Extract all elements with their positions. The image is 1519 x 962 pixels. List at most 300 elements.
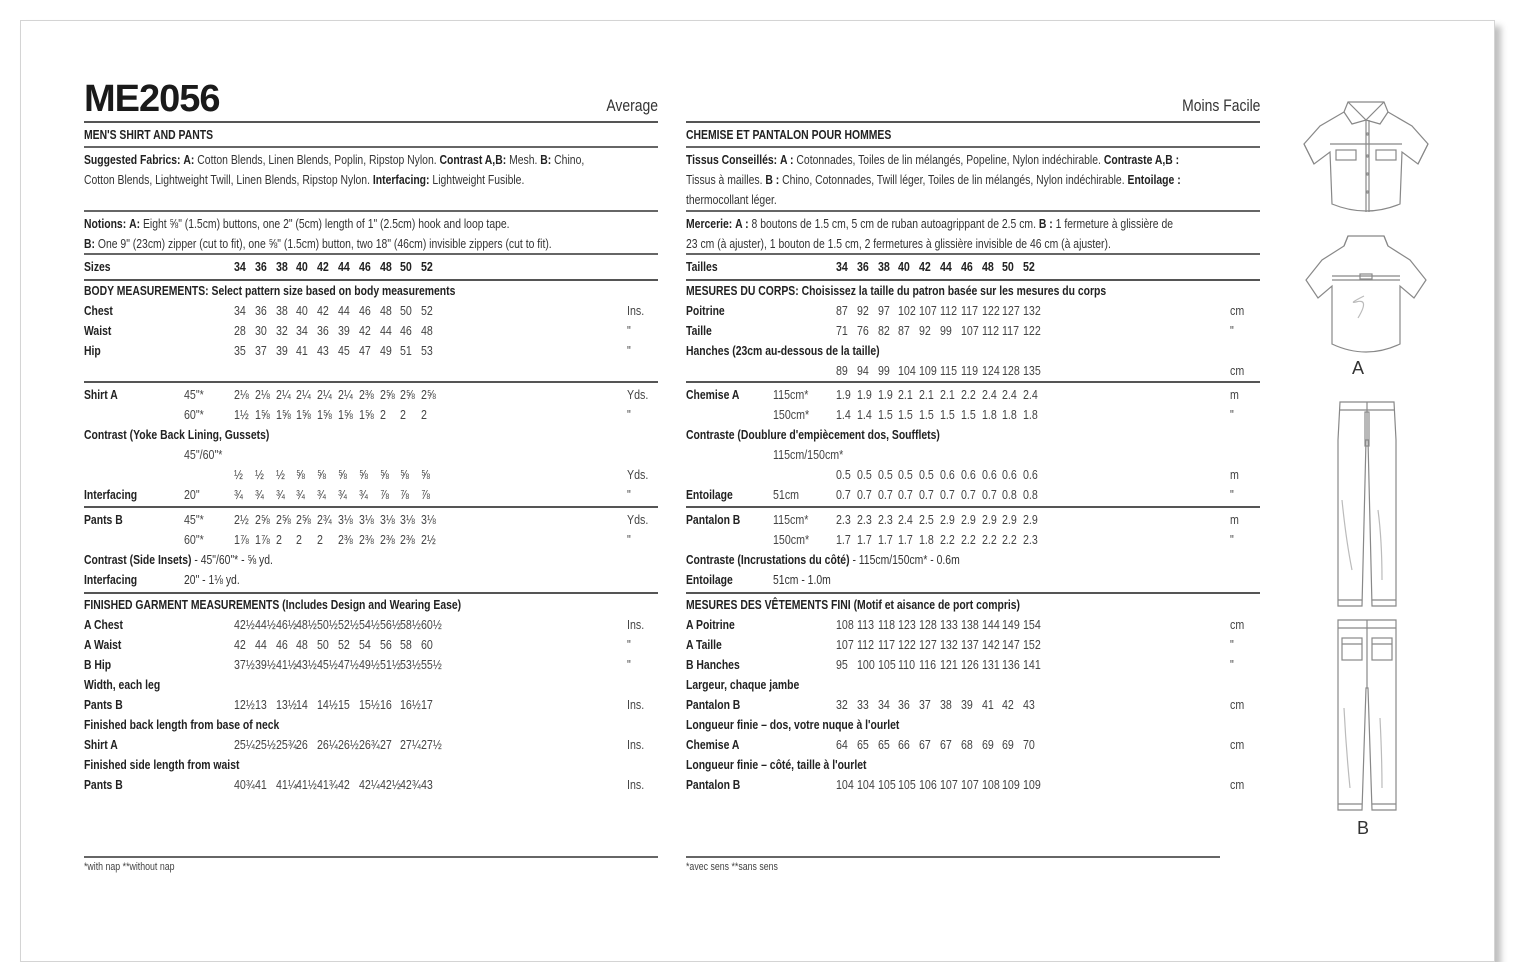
section-heading: Width, each leg (84, 677, 161, 692)
cell-value: 2.2 (1002, 532, 1018, 547)
cell-value: 60½ (421, 617, 442, 632)
cell-value: 42 (338, 777, 350, 792)
cell-value: 15 (338, 697, 350, 712)
divider (686, 592, 1260, 594)
cell-value: 0.6 (981, 467, 997, 482)
cell-value: 70 (1023, 737, 1036, 752)
row-label: A Taille (686, 637, 722, 652)
fabric-width: 115cm* (773, 387, 809, 402)
cell-value: 135 (1023, 363, 1041, 378)
row-label: Chemise A (686, 387, 740, 402)
cell-value: 1.8 (981, 407, 997, 422)
cell-value: 17 (421, 697, 434, 712)
cell-value: 0.7 (919, 487, 935, 502)
cell-value: 34 (234, 259, 246, 274)
cell-value: 100 (856, 657, 875, 672)
row-label: A Waist (84, 637, 122, 652)
section-heading: Finished side length from waist (84, 757, 240, 772)
cell-value: ¾ (317, 487, 327, 502)
cell-value: ⅞ (379, 487, 389, 502)
unit-label: cm (1230, 617, 1245, 632)
cell-value: 152 (1023, 637, 1041, 652)
unit-label: " (627, 487, 631, 502)
row-label: Entoilage (686, 487, 733, 502)
unit-label: m (1230, 467, 1239, 482)
row-label: A Poitrine (686, 617, 735, 632)
cell-value: 50 (1002, 259, 1015, 274)
notions-fr: Mercerie: A : 8 boutons de 1.5 cm, 5 cm de ruban autoagrippant de 2.5 cm. B : 1 fermeture à glissière de 23 cm (à ajuster), 1 bouton de 1.5 cm, 2 fermetures à glissière invisible de 46 cm (à ajuster). (686, 216, 1174, 251)
difficulty-level: Average (606, 96, 658, 115)
cell-value: 2⅜ (358, 387, 374, 402)
cell-value: 2¼ (275, 387, 291, 402)
cell-value: 106 (919, 777, 937, 792)
cell-value: 2.9 (940, 512, 955, 527)
cell-value: 44 (338, 303, 350, 318)
cell-value: 117 (877, 637, 895, 652)
cell-value: 147 (1002, 637, 1021, 652)
cell-value: 121 (940, 657, 958, 672)
cell-value: 36 (856, 259, 869, 274)
section-heading: Longueur finie – dos, votre nuque à l'ourlet (686, 717, 900, 732)
cell-value: 12½ (234, 697, 255, 712)
cell-value: 92 (919, 323, 932, 338)
section-heading: Hanches (23cm au-dessous de la taille) (686, 343, 880, 358)
cell-value: 108 (836, 617, 854, 632)
cell-value: ½ (275, 467, 285, 482)
unit-label: cm (1230, 737, 1245, 752)
cell-value: 50½ (317, 617, 338, 632)
cell-value: 28 (234, 323, 246, 338)
section-heading: MESURES DES VÊTEMENTS FINI (Motif et aisance de port compris) (686, 597, 1021, 612)
unit-label: " (627, 343, 631, 358)
contrast-b-line: Contraste (Incrustations du côté) - 115cm/150cm* - 0.6m (686, 552, 960, 567)
cell-value: 48 (379, 303, 392, 318)
cell-value: 1.8 (1002, 407, 1018, 422)
cell-value: 71 (836, 323, 848, 338)
cell-value: 1.5 (877, 407, 893, 422)
cell-value: 56 (379, 637, 392, 652)
cell-value: 0.5 (836, 467, 851, 482)
cell-value: 37 (919, 697, 932, 712)
cell-value: ⅝ (421, 467, 431, 482)
fabric-width: 60"* (184, 407, 204, 422)
cell-value: 34 (296, 323, 309, 338)
cell-value: 3⅛ (400, 512, 416, 527)
cell-value: 50 (400, 259, 413, 274)
unit-label: " (627, 323, 631, 338)
cell-value: 2⅝ (379, 387, 395, 402)
cell-value: 2.1 (919, 387, 935, 402)
cell-value: ⅝ (379, 467, 389, 482)
cell-value: 34 (836, 259, 848, 274)
cell-value: 0.5 (877, 467, 893, 482)
cell-value: 27¼ (400, 737, 422, 752)
cell-value: 2.9 (1023, 512, 1039, 527)
cell-value: 109 (1023, 777, 1041, 792)
unit-label: cm (1230, 303, 1245, 318)
cell-value: 13½ (275, 697, 297, 712)
cell-value: 39 (275, 343, 288, 358)
cell-value: 43 (1023, 697, 1036, 712)
cell-value: 2.2 (960, 387, 976, 402)
cell-value: 1½ (234, 407, 249, 422)
cell-value: 54 (358, 637, 371, 652)
row-label: Taille (686, 323, 712, 338)
unit-label: Ins. (627, 737, 645, 752)
pattern-title-fr: CHEMISE ET PANTALON POUR HOMMES (686, 127, 892, 142)
cell-value: 115 (940, 363, 958, 378)
cell-value: 2¾ (317, 512, 333, 527)
cell-value: 2.1 (940, 387, 955, 402)
section-heading: Longueur finie – côté, taille à l'ourlet (686, 757, 867, 772)
cell-value: 42½ (379, 777, 401, 792)
cell-value: 0.7 (877, 487, 893, 502)
cell-value: 104 (898, 363, 917, 378)
cell-value: 2⅝ (254, 512, 270, 527)
cell-value: 53½ (400, 657, 422, 672)
interfacing-amount: 51cm - 1.0m (773, 572, 831, 587)
cell-value: 109 (919, 363, 937, 378)
cell-value: 2.5 (919, 512, 935, 527)
cell-value: 26¼ (317, 737, 338, 752)
row-label: Pants B (84, 697, 123, 712)
cell-value: 41½ (296, 777, 318, 792)
unit-label: Ins. (627, 777, 645, 792)
cell-value: 16 (379, 697, 392, 712)
cell-value: 3⅛ (421, 512, 437, 527)
cell-value: 40¾ (234, 777, 255, 792)
unit-label: " (1230, 637, 1234, 652)
cell-value: 40 (898, 259, 911, 274)
cell-value: 60 (421, 637, 434, 652)
cell-value: 108 (981, 777, 1000, 792)
cell-value: 25¼ (234, 737, 255, 752)
cell-value: 117 (960, 303, 978, 318)
fabric-width: 150cm* (773, 407, 810, 422)
cell-value: 118 (877, 617, 895, 632)
cell-value: 132 (1023, 303, 1041, 318)
cell-value: 32 (275, 323, 288, 338)
cell-value: 39 (960, 697, 973, 712)
row-label: Pantalon B (686, 512, 741, 527)
row-label: Shirt A (84, 387, 118, 402)
cell-value: 104 (856, 777, 875, 792)
divider (84, 506, 658, 508)
unit-label: Ins. (627, 697, 645, 712)
unit-label: Ins. (627, 617, 645, 632)
cell-value: ⅝ (317, 467, 327, 482)
cell-value: 51 (400, 343, 413, 358)
view-b-label: B (1357, 818, 1370, 838)
cell-value: 42¼ (358, 777, 380, 792)
section-heading: Contrast (Yoke Back Lining, Gussets) (84, 427, 270, 442)
cell-value: 41 (296, 343, 309, 358)
cell-value: 2¼ (317, 387, 333, 402)
cell-value: 124 (981, 363, 1000, 378)
cell-value: 42 (317, 303, 330, 318)
cell-value: 41¼ (275, 777, 297, 792)
cell-value: 142 (981, 637, 1000, 652)
cell-value: 25¾ (275, 737, 297, 752)
cell-value: 110 (898, 657, 916, 672)
cell-value: 2.4 (1002, 387, 1018, 402)
unit-label: cm (1230, 697, 1245, 712)
row-label: Pantalon B (686, 697, 741, 712)
cell-value: 0.5 (856, 467, 872, 482)
cell-value: 2¼ (296, 387, 312, 402)
row-label: Pantalon B (686, 777, 741, 792)
cell-value: ¾ (275, 487, 285, 502)
row-label: A Chest (84, 617, 123, 632)
row-label: Shirt A (84, 737, 118, 752)
pants-front-icon (1332, 400, 1402, 610)
cell-value: 1.9 (836, 387, 851, 402)
contrast-b-line: Contrast (Side Insets) - 45"/60"* - ⅝ yd. (84, 552, 273, 567)
cell-value: 43½ (296, 657, 318, 672)
divider (686, 506, 1260, 508)
cell-value: 48 (981, 259, 994, 274)
cell-value: 154 (1023, 617, 1041, 632)
cell-value: 2⅜ (358, 532, 374, 547)
shirt-back-icon (1304, 232, 1428, 360)
cell-value: 119 (960, 363, 978, 378)
cell-value: ¾ (234, 487, 243, 502)
cell-value: 0.6 (1002, 467, 1018, 482)
cell-value: 58½ (400, 617, 422, 632)
cell-value: 2¼ (338, 387, 353, 402)
cell-value: 54½ (358, 617, 380, 632)
unit-label: " (1230, 407, 1234, 422)
cell-value: 137 (960, 637, 979, 652)
shirt-front-icon (1302, 94, 1430, 224)
cell-value: 0.7 (836, 487, 851, 502)
divider (84, 146, 658, 148)
pants-back-icon (1332, 618, 1402, 814)
cell-value: 34 (234, 303, 246, 318)
cell-value: ⅞ (421, 487, 431, 502)
cell-value: 68 (960, 737, 973, 752)
cell-value: 132 (940, 637, 958, 652)
cell-value: 123 (898, 617, 917, 632)
cell-value: 1.8 (1023, 407, 1039, 422)
cell-value: 42 (358, 323, 371, 338)
cell-value: 51½ (379, 657, 401, 672)
cell-value: 1⅞ (234, 532, 249, 547)
cell-value: 38 (275, 303, 288, 318)
section-heading: FINISHED GARMENT MEASUREMENTS (Includes Design and Wearing Ease) (84, 597, 462, 612)
cell-value: 2.3 (856, 512, 872, 527)
section-heading: Largeur, chaque jambe (686, 677, 800, 692)
unit-label: " (1230, 323, 1234, 338)
cell-value: 36 (898, 697, 911, 712)
section-heading: Finished back length from base of neck (84, 717, 280, 732)
cell-value: 26¾ (358, 737, 380, 752)
row-label: Chemise A (686, 737, 740, 752)
cell-value: 1⅝ (338, 407, 353, 422)
cell-value: 0.5 (919, 467, 935, 482)
pattern-title: MEN'S SHIRT AND PANTS (84, 127, 214, 142)
cell-value: 42 (1002, 697, 1015, 712)
fabric-width: 45"/60"* (184, 447, 223, 462)
cell-value: 27 (379, 737, 392, 752)
footnote: *with nap **without nap (84, 861, 175, 873)
cell-value: 0.7 (898, 487, 914, 502)
cell-value: 2⅝ (421, 387, 437, 402)
cell-value: 2.3 (877, 512, 893, 527)
cell-value: 56½ (379, 617, 401, 632)
cell-value: 48 (421, 323, 434, 338)
cell-value: 46 (960, 259, 973, 274)
divider (84, 856, 658, 858)
cell-value: 104 (836, 777, 854, 792)
cell-value: 27½ (421, 737, 442, 752)
cell-value: ⅝ (338, 467, 347, 482)
cell-value: 2⅜ (400, 532, 416, 547)
cell-value: 2.3 (1023, 532, 1039, 547)
divider (84, 381, 658, 383)
row-label: Interfacing (84, 487, 138, 502)
cell-value: 0.7 (856, 487, 872, 502)
row-label: Pants B (84, 512, 123, 527)
cell-value: ⅝ (296, 467, 306, 482)
cell-value: 67 (919, 737, 932, 752)
cell-value: 107 (919, 303, 937, 318)
cell-value: 35 (234, 343, 246, 358)
cell-value: 2⅛ (254, 387, 270, 402)
cell-value: ⅞ (400, 487, 410, 502)
cell-value: 33 (856, 697, 869, 712)
cell-value: 1.9 (877, 387, 893, 402)
cell-value: 112 (940, 303, 958, 318)
cell-value: 128 (1002, 363, 1021, 378)
cell-value: 1.5 (960, 407, 976, 422)
cell-value: 82 (877, 323, 890, 338)
cell-value: 43 (317, 343, 330, 358)
cell-value: 67 (940, 737, 952, 752)
cell-value: 41½ (275, 657, 297, 672)
cell-value: 0.7 (981, 487, 997, 502)
unit-label: " (627, 637, 631, 652)
cell-value: 107 (940, 777, 958, 792)
cell-value: ¾ (254, 487, 264, 502)
notions: Notions: A: Eight ⅝" (1.5cm) buttons, one 2" (5cm) length of 1" (2.5cm) hook and loop tape. B: One 9" (23cm) zipper (cut to fit), one ⅝" (1.5cm) button, two 18" (46cm) invisible zippers (cut to fit). (84, 216, 552, 251)
row-label: Pants B (84, 777, 123, 792)
cell-value: 2 (379, 407, 386, 422)
cell-value: 2⅝ (400, 387, 416, 402)
divider (686, 210, 1260, 212)
suggested-fabrics: Suggested Fabrics: A: Cotton Blends, Linen Blends, Poplin, Ripstop Nylon. Contrast A,B: Mesh. B: Chino, Cotton Blends, Lightweight Twill, Linen Blends, Ripstop Nylon. Interfacing: Lightweight Fusible. (84, 152, 585, 187)
cell-value: 37½ (234, 657, 255, 672)
cell-value: 97 (877, 303, 890, 318)
fabric-width: 115cm* (773, 512, 809, 527)
divider (84, 592, 658, 594)
sizes-header: Sizes (84, 259, 111, 274)
cell-value: 46½ (275, 617, 297, 632)
cell-value: 0.6 (1023, 467, 1039, 482)
cell-value: 2 (296, 532, 303, 547)
interfacing-amount: 20" - 1⅛ yd. (184, 572, 240, 587)
cell-value: ⅝ (358, 467, 368, 482)
row-label: B Hip (84, 657, 112, 672)
cell-value: ¾ (296, 487, 306, 502)
cell-value: 122 (981, 303, 1000, 318)
cell-value: 25½ (254, 737, 276, 752)
cell-value: 105 (898, 777, 917, 792)
cell-value: 48½ (296, 617, 318, 632)
row-label: Chest (84, 303, 113, 318)
cell-value: 112 (981, 323, 999, 338)
cell-value: 50 (400, 303, 413, 318)
cell-value: 3⅛ (358, 512, 374, 527)
cell-value: 0.7 (960, 487, 976, 502)
cell-value: 144 (981, 617, 1000, 632)
cell-value: 43 (421, 777, 434, 792)
cell-value: 1.9 (856, 387, 872, 402)
cell-value: 131 (981, 657, 1000, 672)
unit-label: " (1230, 487, 1234, 502)
cell-value: 36 (254, 303, 267, 318)
row-label: Hip (84, 343, 101, 358)
cell-value: 0.8 (1023, 487, 1039, 502)
cell-value: 65 (877, 737, 890, 752)
cell-value: 2 (275, 532, 282, 547)
cell-value: 138 (960, 617, 979, 632)
cell-value: 47 (358, 343, 371, 358)
unit-label: Yds. (627, 512, 649, 527)
cell-value: 105 (877, 777, 896, 792)
cell-value: 64 (836, 737, 848, 752)
unit-label: " (627, 657, 631, 672)
row-label: Poitrine (686, 303, 725, 318)
cell-value: 44 (940, 259, 952, 274)
cell-value: 117 (1002, 323, 1020, 338)
cell-value: 0.7 (940, 487, 955, 502)
unit-label: cm (1230, 363, 1245, 378)
cell-value: 69 (1002, 737, 1015, 752)
cell-value: 3⅛ (379, 512, 395, 527)
cell-value: 107 (960, 323, 979, 338)
sizes-header: Tailles (686, 259, 718, 274)
cell-value: 52 (1023, 259, 1036, 274)
fabric-width: 51cm (773, 487, 800, 502)
cell-value: 107 (836, 637, 854, 652)
cell-value: 1.4 (836, 407, 851, 422)
cell-value: 2.4 (1023, 387, 1039, 402)
cell-value: 39 (338, 323, 350, 338)
cell-value: 1.4 (856, 407, 872, 422)
cell-value: 2.2 (981, 532, 997, 547)
cell-value: 42½ (234, 617, 255, 632)
cell-value: 99 (940, 323, 952, 338)
cell-value: 94 (856, 363, 869, 378)
divider (686, 121, 1260, 123)
cell-value: 41 (254, 777, 267, 792)
cell-value: 1⅝ (296, 407, 312, 422)
unit-label: Yds. (627, 467, 649, 482)
cell-value: 52 (338, 637, 350, 652)
cell-value: 44 (379, 323, 392, 338)
cell-value: 128 (919, 617, 937, 632)
cell-value: 1.5 (898, 407, 914, 422)
cell-value: 109 (1002, 777, 1021, 792)
cell-value: 47½ (338, 657, 359, 672)
cell-value: 1⅞ (254, 532, 270, 547)
divider (686, 856, 1220, 858)
row-label: B Hanches (686, 657, 740, 672)
cell-value: 48 (296, 637, 309, 652)
cell-value: 2.4 (898, 512, 914, 527)
difficulty-level-fr: Moins Facile (1181, 96, 1260, 115)
